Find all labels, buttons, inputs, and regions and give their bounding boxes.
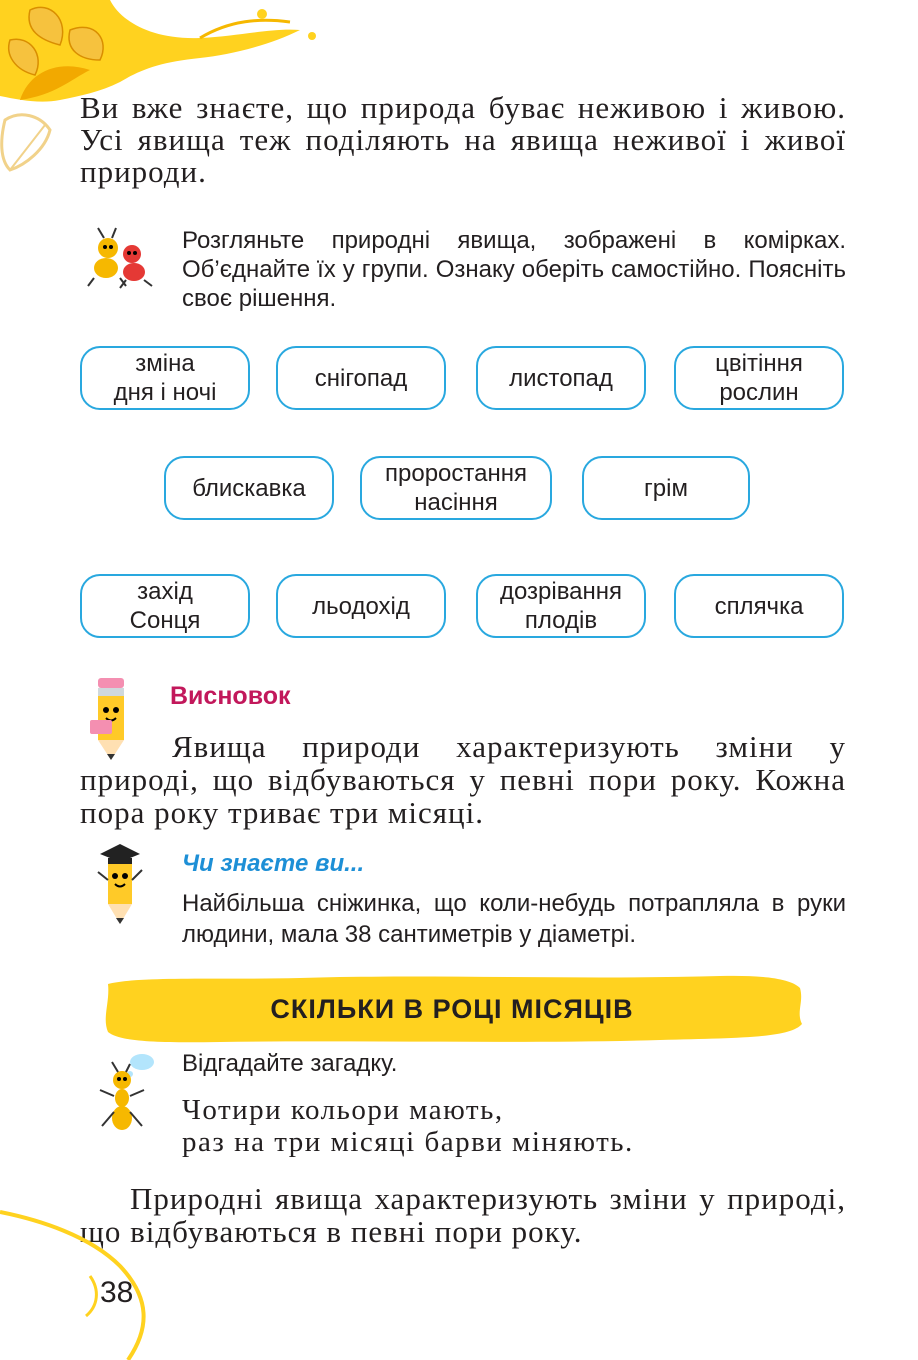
phenomenon-card[interactable] [80,346,250,410]
phenomenon-card[interactable] [164,456,334,520]
task-instruction: Розгляньте природні явища, зображені в комірках. Об’єднайте їх у групи. Ознаку оберіть самостійно. Поясніть своє рішення. [182,227,846,312]
section-heading: СКІЛЬКИ В РОЦІ МІСЯЦІВ [270,993,634,1024]
phenomenon-label: листопад [509,364,613,392]
phenomenon-label: сплячка [714,592,804,620]
did-you-know-text: Найбільша сніжинка, що коли-небудь потрапляла в руки людини, мала 38 сантиметрів у діаметрі. [182,890,846,948]
phenomenon-label: захід Сонця [129,578,201,634]
conclusion-text: Явища природи характеризують зміни у природі, що відбуваються у певні пори року. Кожна пора року триває три місяці. [80,729,846,830]
phenomenon-card[interactable] [674,346,844,410]
phenomenon-card[interactable] [276,346,446,410]
did-you-know-title: Чи знаєте ви... [182,850,365,877]
phenomenon-card[interactable] [476,574,646,638]
phenomenon-label: зміна дня і ночі [113,350,217,406]
phenomenon-card[interactable] [80,574,250,638]
final-paragraph: Природні явища характеризують зміни у природі, що відбуваються в певні пори року. [80,1181,846,1249]
phenomenon-label: льодохід [312,592,410,620]
phenomenon-card[interactable] [674,574,844,638]
riddle-line: раз на три місяці барви міняють. [182,1126,634,1158]
phenomenon-label: цвітіння рослин [715,350,803,406]
page-number: 38 [100,1276,134,1309]
phenomenon-label: проростання насіння [385,460,527,516]
phenomenon-card[interactable] [582,456,750,520]
phenomenon-card[interactable] [476,346,646,410]
riddle-instruction: Відгадайте загадку. [182,1050,398,1077]
riddle-line: Чотири кольори мають, [182,1094,504,1126]
intro-paragraph: Ви вже знаєте, що природа буває неживою і живою. Усі явища теж поділяють на явища неживої і живої природи. [80,90,846,189]
ants-icon [86,226,158,290]
conclusion-title: Висновок [170,682,291,710]
phenomenon-label: грім [644,474,688,502]
phenomenon-card[interactable] [360,456,552,520]
ant-thinking-icon [94,1052,158,1134]
swirl-decoration-icon [0,1206,170,1360]
phenomenon-label: блискавка [192,474,306,502]
riddle-text [182,1094,634,1158]
graduate-pencil-icon [92,840,148,928]
phenomenon-label: дозрівання плодів [499,578,623,634]
phenomenon-card[interactable] [276,574,446,638]
phenomenon-label: снігопад [314,364,408,392]
